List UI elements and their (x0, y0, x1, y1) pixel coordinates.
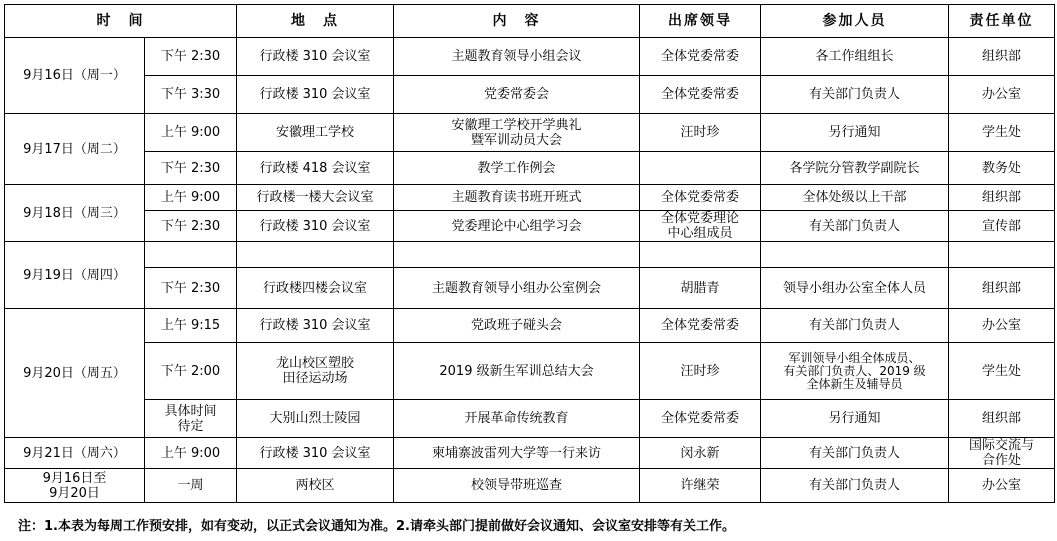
event-participants: 有关部门负责人 (761, 211, 949, 242)
event-location: 大别山烈士陵园 (237, 400, 394, 438)
event-participants (761, 242, 949, 268)
event-unit: 办公室 (949, 309, 1055, 343)
event-content: 开展革命传统教育 (394, 400, 640, 438)
event-leader: 全体党委常委 (640, 185, 761, 211)
header-participants: 参加人员 (761, 5, 949, 38)
event-participants: 另行通知 (761, 114, 949, 152)
event-time: 下午 2:30 (145, 211, 237, 242)
event-time: 下午 2:30 (145, 152, 237, 185)
event-unit: 办公室 (949, 469, 1055, 503)
event-leader: 汪时珍 (640, 343, 761, 400)
event-time: 下午 2:30 (145, 268, 237, 309)
event-leader: 闵永新 (640, 438, 761, 469)
event-participants: 领导小组办公室全体人员 (761, 268, 949, 309)
event-location: 行政楼四楼会议室 (237, 268, 394, 309)
table-row (5, 309, 1055, 343)
event-unit: 宣传部 (949, 211, 1055, 242)
event-content: 主题教育读书班开班式 (394, 185, 640, 211)
event-time: 下午 2:00 (145, 343, 237, 400)
event-leader (640, 152, 761, 185)
event-content: 教学工作例会 (394, 152, 640, 185)
event-unit: 学生处 (949, 343, 1055, 400)
event-unit: 组织部 (949, 185, 1055, 211)
event-location: 行政楼 310 会议室 (237, 309, 394, 343)
event-leader: 汪时珍 (640, 114, 761, 152)
day-date: 9月18日（周三） (5, 185, 145, 242)
event-location: 两校区 (237, 469, 394, 503)
event-location: 行政楼 310 会议室 (237, 76, 394, 114)
event-content (394, 242, 640, 268)
day-date: 9月17日（周二） (5, 114, 145, 185)
event-location: 行政楼 310 会议室 (237, 438, 394, 469)
event-unit (949, 242, 1055, 268)
table-row (5, 268, 1055, 309)
event-location: 行政楼一楼大会议室 (237, 185, 394, 211)
day-date: 9月16日（周一） (5, 38, 145, 114)
table-row (5, 76, 1055, 114)
event-leader: 胡腊青 (640, 268, 761, 309)
event-time: 下午 2:30 (145, 38, 237, 76)
event-time: 下午 3:30 (145, 76, 237, 114)
event-leader: 全体党委常委 (640, 400, 761, 438)
event-participants: 各学院分管教学副院长 (761, 152, 949, 185)
event-unit: 组织部 (949, 268, 1055, 309)
table-row (5, 242, 1055, 268)
event-participants: 各工作组组长 (761, 38, 949, 76)
event-content: 党政班子碰头会 (394, 309, 640, 343)
table-row (5, 152, 1055, 185)
table-row (5, 469, 1055, 503)
event-location: 安徽理工学校 (237, 114, 394, 152)
event-leader: 全体党委常委 (640, 309, 761, 343)
event-leader: 全体党委理论 中心组成员 (640, 211, 761, 242)
table-row (5, 114, 1055, 152)
event-unit: 国际交流与 合作处 (949, 438, 1055, 469)
header-location: 地 点 (237, 5, 394, 38)
event-participants: 军训领导小组全体成员、 有关部门负责人、2019 级 全体新生及辅导员 (761, 343, 949, 400)
table-row (5, 400, 1055, 438)
event-participants: 有关部门负责人 (761, 309, 949, 343)
event-content: 柬埔寨波雷列大学等一行来访 (394, 438, 640, 469)
table-row (5, 38, 1055, 76)
event-location: 行政楼 310 会议室 (237, 38, 394, 76)
event-participants: 全体处级以上干部 (761, 185, 949, 211)
event-unit: 组织部 (949, 38, 1055, 76)
event-content: 安徽理工学校开学典礼 暨军训动员大会 (394, 114, 640, 152)
event-location: 行政楼 310 会议室 (237, 211, 394, 242)
event-time: 具体时间 待定 (145, 400, 237, 438)
event-time: 上午 9:00 (145, 185, 237, 211)
event-participants: 有关部门负责人 (761, 438, 949, 469)
event-leader: 全体党委常委 (640, 76, 761, 114)
event-unit: 教务处 (949, 152, 1055, 185)
header-unit: 责任单位 (949, 5, 1055, 38)
day-date: 9月19日（周四） (5, 242, 145, 309)
table-row (5, 438, 1055, 469)
schedule-table (4, 4, 1055, 503)
header-row (5, 5, 1055, 38)
table-row (5, 343, 1055, 400)
event-time: 上午 9:00 (145, 438, 237, 469)
event-participants: 另行通知 (761, 400, 949, 438)
day-date: 9月20日（周五） (5, 309, 145, 438)
event-time: 上午 9:15 (145, 309, 237, 343)
event-time: 一周 (145, 469, 237, 503)
event-location: 龙山校区塑胶 田径运动场 (237, 343, 394, 400)
day-date: 9月16日至 9月20日 (5, 469, 145, 503)
header-content: 内 容 (394, 5, 640, 38)
event-participants: 有关部门负责人 (761, 469, 949, 503)
header-time: 时 间 (5, 5, 237, 38)
table-row (5, 211, 1055, 242)
header-leader: 出席领导 (640, 5, 761, 38)
schedule-body (5, 38, 1055, 503)
event-content: 主题教育领导小组会议 (394, 38, 640, 76)
event-leader: 许继荣 (640, 469, 761, 503)
event-location (237, 242, 394, 268)
event-location: 行政楼 418 会议室 (237, 152, 394, 185)
event-time: 上午 9:00 (145, 114, 237, 152)
event-time (145, 242, 237, 268)
event-unit: 学生处 (949, 114, 1055, 152)
day-date: 9月21日（周六） (5, 438, 145, 469)
event-leader: 全体党委常委 (640, 38, 761, 76)
event-content: 党委常委会 (394, 76, 640, 114)
event-participants: 有关部门负责人 (761, 76, 949, 114)
event-content: 党委理论中心组学习会 (394, 211, 640, 242)
footnote: 注：1.本表为每周工作预安排，如有变动，以正式会议通知为准。2.请牵头部门提前做好会议通知、会议室安排等有关工作。 (18, 519, 735, 534)
event-unit: 组织部 (949, 400, 1055, 438)
event-content: 主题教育领导小组办公室例会 (394, 268, 640, 309)
event-leader (640, 242, 761, 268)
table-row (5, 185, 1055, 211)
event-content: 校领导带班巡查 (394, 469, 640, 503)
event-unit: 办公室 (949, 76, 1055, 114)
event-content: 2019 级新生军训总结大会 (394, 343, 640, 400)
